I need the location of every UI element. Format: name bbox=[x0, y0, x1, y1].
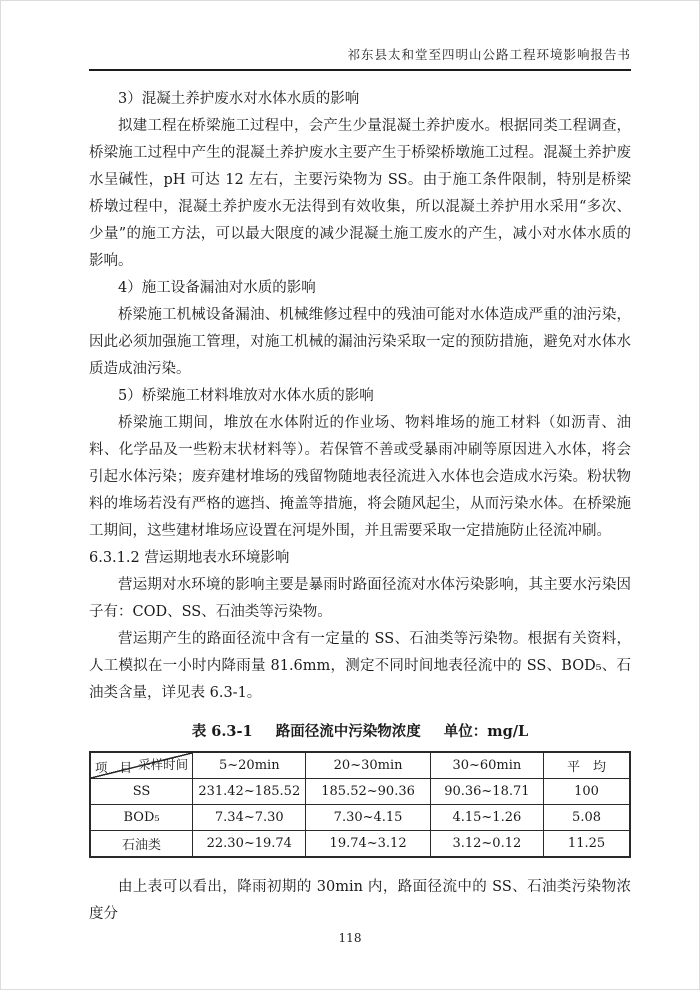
cell-ss-avg: 100 bbox=[544, 779, 630, 805]
column-header-30-60min: 30~60min bbox=[430, 752, 543, 779]
cell-ss-5-20: 231.42~185.52 bbox=[193, 779, 306, 805]
cell-bod5-30-60: 4.15~1.26 bbox=[430, 805, 543, 831]
row-label-petroleum: 石油类 bbox=[90, 831, 193, 858]
cell-petroleum-30-60: 3.12~0.12 bbox=[430, 831, 543, 858]
page-header-title: 祁东县太和堂至四明山公路工程环境影响报告书 bbox=[89, 45, 631, 71]
corner-label-item: 项 目 bbox=[95, 760, 136, 775]
table-row-petroleum bbox=[90, 831, 630, 858]
cell-petroleum-20-30: 19.74~3.12 bbox=[306, 831, 430, 858]
cell-bod5-avg: 5.08 bbox=[544, 805, 630, 831]
paragraph-after-table: 由上表可以看出，降雨初期的 30min 内，路面径流中的 SS、石油类污染物浓度分 bbox=[89, 879, 631, 922]
document-body bbox=[89, 86, 631, 928]
heading-item-3: 3）混凝土养护废水对水体水质的影响 bbox=[118, 91, 360, 107]
row-label-ss: SS bbox=[90, 779, 193, 805]
cell-ss-20-30: 185.52~90.36 bbox=[306, 779, 430, 805]
paragraph-operation-impact: 营运期对水环境的影响主要是暴雨时路面径流对水体污染影响，其主要水污染因子有：COD、SS、石油类等污染物。 bbox=[89, 577, 631, 620]
paragraph-material-stockpile: 桥梁施工期间，堆放在水体附近的作业场、物料堆场的施工材料（如沥青、油料、化学品及一些粉末状材料等）。若保管不善或受暴雨冲刷等原因进入水体，将会引起水体污染；废弃建材堆场的残留物随地表径流进入水体也会造成水污染。粉状物料的堆场若没有严格的遮挡、掩盖等措施，将会随风起尘，从而污染水体。在桥梁施工期间，这些建材堆场应设置在河堤外围，并且需要采取一定措施防止径流冲刷。 bbox=[89, 415, 631, 539]
paragraph-concrete-wastewater: 拟建工程在桥梁施工过程中，会产生少量混凝土养护废水。根据同类工程调查，桥梁施工过程中产生的混凝土养护废水主要产生于桥梁桥墩施工过程。混凝土养护废水呈碱性，pH 可达 12 左右，主要污染物为 SS。由于施工条件限制，特别是桥梁桥墩过程中，混凝土养护废水无法得到有效收集，所以混凝土养护用水采用“多次、少量”的施工方法，可以最大限度的减少混凝土施工废水的产生，减小对水体水质的影响。 bbox=[89, 118, 631, 269]
cell-bod5-20-30: 7.30~4.15 bbox=[306, 805, 430, 831]
table-caption-label: 表 6.3-1 bbox=[191, 723, 253, 740]
cell-petroleum-5-20: 22.30~19.74 bbox=[193, 831, 306, 858]
cell-bod5-5-20: 7.34~7.30 bbox=[193, 805, 306, 831]
cell-petroleum-avg: 11.25 bbox=[544, 831, 630, 858]
cell-ss-30-60: 90.36~18.71 bbox=[430, 779, 543, 805]
table-corner-cell bbox=[90, 752, 193, 779]
table-row-ss bbox=[90, 779, 630, 805]
heading-item-4: 4）施工设备漏油对水质的影响 bbox=[118, 280, 316, 296]
column-header-5-20min: 5~20min bbox=[193, 752, 306, 779]
column-header-20-30min: 20~30min bbox=[306, 752, 430, 779]
paragraph-oil-leak: 桥梁施工机械设备漏油、机械维修过程中的残油可能对水体造成严重的油污染，因此必须加强施工管理，对施工机械的漏油污染采取一定的预防措施，避免对水体水质造成油污染。 bbox=[89, 307, 631, 377]
column-header-average: 平 均 bbox=[544, 752, 630, 779]
section-heading-6312: 6.3.1.2 营运期地表水环境影响 bbox=[89, 550, 290, 566]
table-row-bod5 bbox=[90, 805, 630, 831]
row-label-bod5: BOD₅ bbox=[90, 805, 193, 831]
table-header-row bbox=[90, 752, 630, 779]
table-caption-unit: 单位：mg/L bbox=[443, 723, 529, 740]
runoff-pollutant-table bbox=[89, 751, 631, 858]
heading-item-5: 5）桥梁施工材料堆放对水体水质的影响 bbox=[118, 388, 374, 404]
table-caption-text: 路面径流中污染物浓度 bbox=[275, 723, 421, 740]
paragraph-runoff-simulation: 营运期产生的路面径流中含有一定量的 SS、石油类等污染物。根据有关资料，人工模拟在一小时内降雨量 81.6mm，测定不同时间地表径流中的 SS、BOD₅、石油类含量，详见表 6.3-1。 bbox=[89, 631, 631, 701]
corner-label-sampling-time: 采样时间 bbox=[138, 757, 189, 772]
page-number: 118 bbox=[338, 931, 362, 945]
table-caption bbox=[89, 718, 631, 745]
